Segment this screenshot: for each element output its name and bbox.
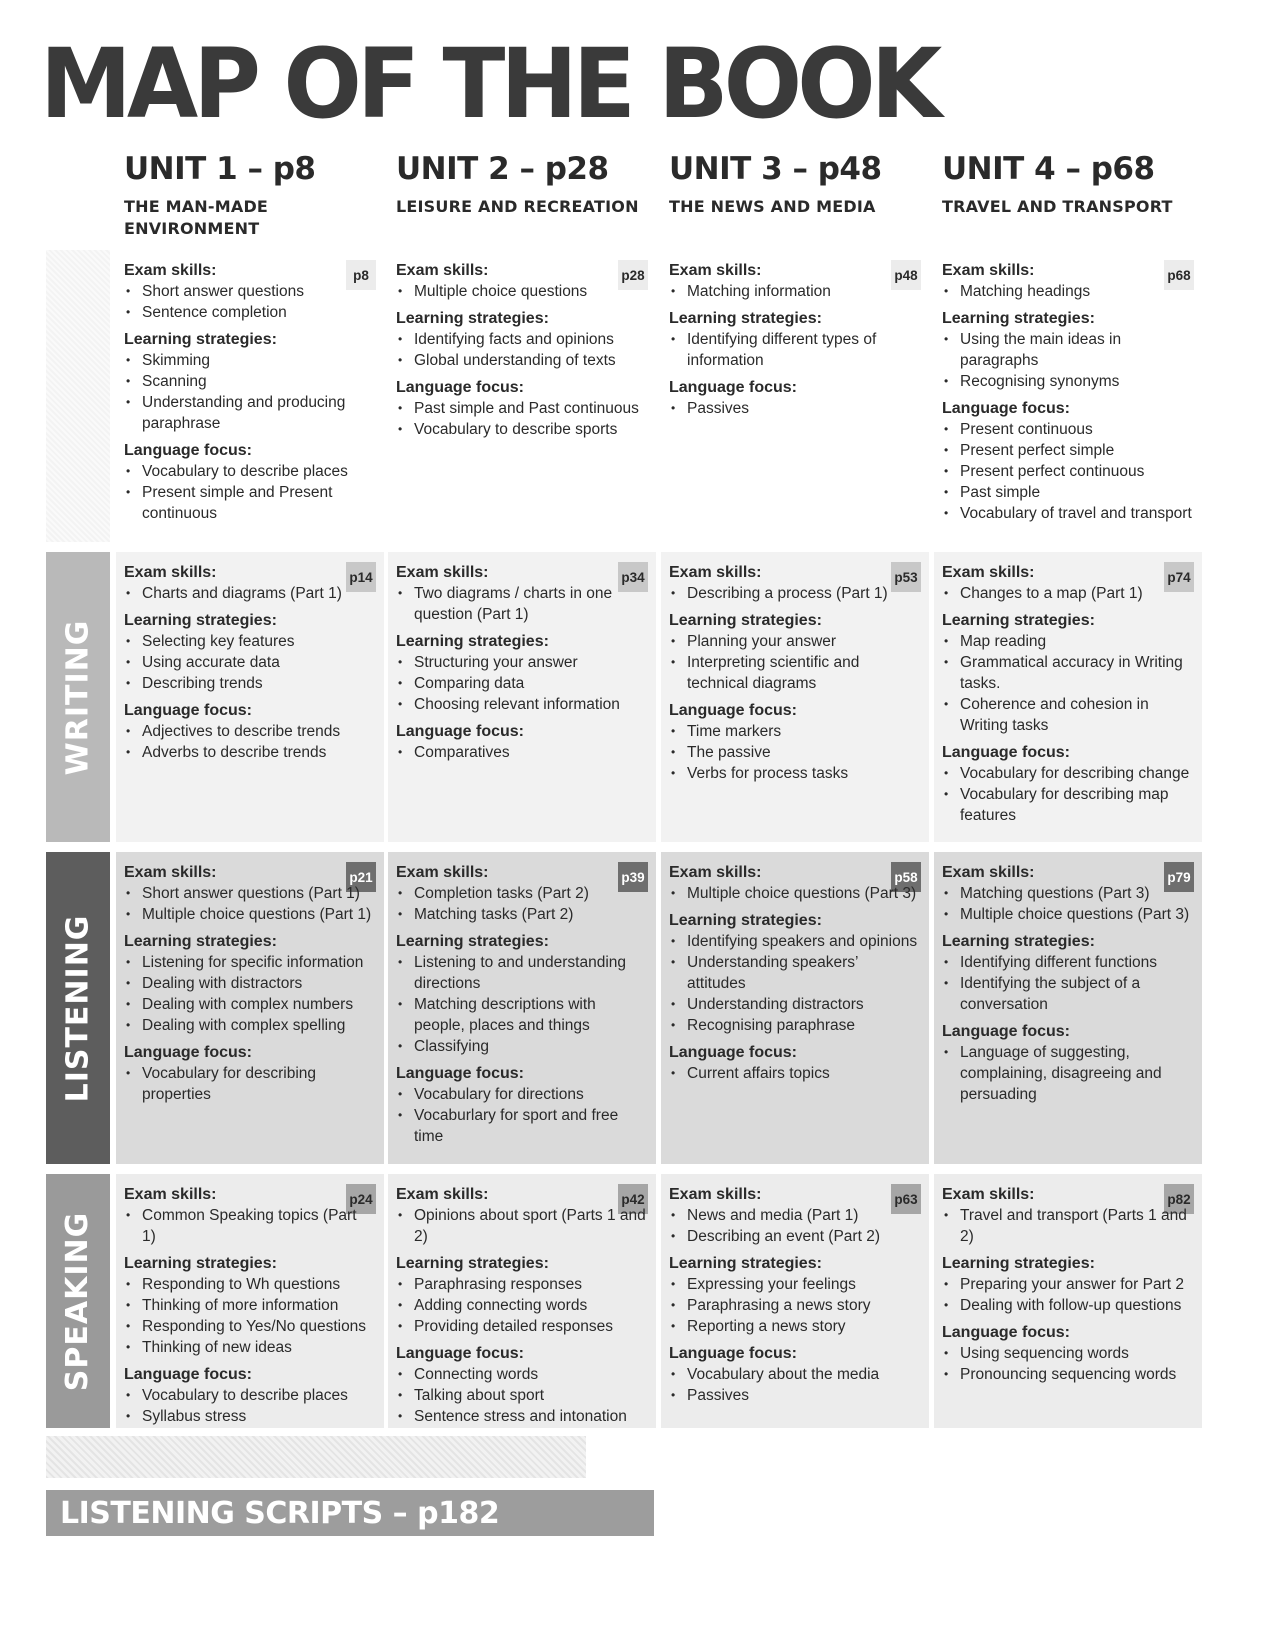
list-item: • Multiple choice questions [396, 281, 646, 302]
unit-title: UNIT 4 – p68 [942, 151, 1155, 187]
list-item: • Listening to and understanding directions [396, 952, 646, 994]
list-item: • Vocabulary to describe sports [396, 419, 646, 440]
learning-strategies-heading: Learning strategies: [396, 1255, 549, 1272]
learning-strategies-list [942, 631, 1192, 736]
exam-skills-heading: Exam skills: [669, 864, 762, 881]
language-focus-heading: Language focus: [669, 1044, 798, 1061]
list-item: • Paraphrasing a news story [669, 1295, 919, 1316]
page-title: MAP OF THE BOOK [40, 28, 938, 140]
page-reference-tag: p34 [618, 562, 648, 592]
list-item: • Dealing with distractors [124, 973, 374, 994]
list-item: • Current affairs topics [669, 1063, 919, 1084]
learning-strategies-heading: Learning strategies: [942, 933, 1095, 950]
list-item: • Vocabulary to describe places [124, 1385, 374, 1406]
list-item: • Describing trends [124, 673, 374, 694]
language-focus-heading: Language focus: [124, 442, 253, 459]
list-item: • Opinions about sport (Parts 1 and 2) [396, 1205, 646, 1247]
language-focus-list [942, 419, 1192, 524]
unit-3-cell [661, 1174, 929, 1428]
language-focus-heading: Language focus: [942, 400, 1071, 417]
exam-skills-heading: Exam skills: [396, 262, 489, 279]
list-item: • Multiple choice questions (Part 3) [942, 904, 1192, 925]
page-reference-tag: p68 [1164, 260, 1194, 290]
unit-4-cell [934, 552, 1202, 842]
list-item: • Skimming [124, 350, 374, 371]
unit-1-cell [116, 1174, 384, 1428]
list-item: • Two diagrams / charts in one question (Part 1) [396, 583, 646, 625]
unit-title: UNIT 2 – p28 [396, 151, 609, 187]
list-item: • Sentence stress and intonation [396, 1406, 646, 1427]
section-label-text: SPEAKING [60, 1211, 96, 1391]
list-item: • Recognising synonyms [942, 371, 1192, 392]
page-reference-tag: p42 [618, 1184, 648, 1214]
listening-scripts-label: LISTENING SCRIPTS – p182 [60, 1495, 500, 1531]
list-item: • The passive [669, 742, 919, 763]
page-reference-tag: p8 [346, 260, 376, 290]
learning-strategies-list [669, 931, 919, 1036]
language-focus-heading: Language focus: [396, 1345, 525, 1362]
list-item: • Listening for specific information [124, 952, 374, 973]
exam-skills-list [396, 583, 646, 625]
learning-strategies-heading: Learning strategies: [669, 912, 822, 929]
learning-strategies-heading: Learning strategies: [669, 310, 822, 327]
row-reading [46, 250, 1246, 542]
exam-skills-heading: Exam skills: [124, 262, 217, 279]
row-listening [46, 852, 1246, 1164]
learning-strategies-list [669, 329, 919, 371]
list-item: • Time markers [669, 721, 919, 742]
exam-skills-list [942, 883, 1192, 925]
learning-strategies-heading: Learning strategies: [942, 310, 1095, 327]
list-item: • Planning your answer [669, 631, 919, 652]
list-item: • Adjectives to describe trends [124, 721, 374, 742]
list-item: • Vocabulary for describing map features [942, 784, 1192, 826]
learning-strategies-heading: Learning strategies: [669, 612, 822, 629]
list-item: • Providing detailed responses [396, 1316, 646, 1337]
exam-skills-heading: Exam skills: [942, 262, 1035, 279]
list-item: • News and media (Part 1) [669, 1205, 919, 1226]
language-focus-heading: Language focus: [124, 702, 253, 719]
unit-3-cell [661, 852, 929, 1164]
list-item: • Choosing relevant information [396, 694, 646, 715]
list-item: • Describing a process (Part 1) [669, 583, 919, 604]
list-item: • Interpreting scientific and technical diagrams [669, 652, 919, 694]
page-reference-tag: p21 [346, 862, 376, 892]
page-reference-tag: p63 [891, 1184, 921, 1214]
list-item: • Thinking of more information [124, 1295, 374, 1316]
section-label [46, 250, 110, 542]
list-item: • Vocabulary about the media [669, 1364, 919, 1385]
unit-1-cell [116, 852, 384, 1164]
language-focus-heading: Language focus: [124, 1044, 253, 1061]
list-item: • Expressing your feelings [669, 1274, 919, 1295]
language-focus-heading: Language focus: [942, 1023, 1071, 1040]
learning-strategies-heading: Learning strategies: [396, 310, 549, 327]
decorative-texture-strip [46, 1436, 586, 1478]
exam-skills-heading: Exam skills: [396, 864, 489, 881]
page-reference-tag: p58 [891, 862, 921, 892]
exam-skills-list [669, 583, 919, 604]
list-item: • Completion tasks (Part 2) [396, 883, 646, 904]
list-item: • Scanning [124, 371, 374, 392]
list-item: • Vocabulary for describing change [942, 763, 1192, 784]
list-item: • Changes to a map (Part 1) [942, 583, 1192, 604]
language-focus-list [942, 763, 1192, 826]
unit-3-cell [661, 552, 929, 842]
list-item: • Responding to Yes/No questions [124, 1316, 374, 1337]
learning-strategies-list [124, 952, 374, 1036]
list-item: • Identifying different types of information [669, 329, 919, 371]
list-item: • Preparing your answer for Part 2 [942, 1274, 1192, 1295]
list-item: • Sentence completion [124, 302, 374, 323]
language-focus-heading: Language focus: [669, 379, 798, 396]
language-focus-heading: Language focus: [942, 744, 1071, 761]
list-item: • Classifying [396, 1036, 646, 1057]
list-item: • Thinking of new ideas [124, 1337, 374, 1358]
list-item: • Using accurate data [124, 652, 374, 673]
unit-title: UNIT 1 – p8 [124, 151, 316, 187]
list-item: • Short answer questions [124, 281, 374, 302]
list-item: • Past simple [942, 482, 1192, 503]
section-label [46, 552, 110, 842]
learning-strategies-list [669, 1274, 919, 1337]
unit-2-cell [388, 250, 656, 542]
language-focus-list [124, 461, 374, 524]
list-item: • Travel and transport (Parts 1 and 2) [942, 1205, 1192, 1247]
exam-skills-heading: Exam skills: [942, 864, 1035, 881]
list-item: • Common Speaking topics (Part 1) [124, 1205, 374, 1247]
list-item: • Using sequencing words [942, 1343, 1192, 1364]
list-item: • Structuring your answer [396, 652, 646, 673]
list-item: • Map reading [942, 631, 1192, 652]
list-item: • Identifying the subject of a conversation [942, 973, 1192, 1015]
learning-strategies-heading: Learning strategies: [669, 1255, 822, 1272]
list-item: • Paraphrasing responses [396, 1274, 646, 1295]
learning-strategies-heading: Learning strategies: [124, 612, 277, 629]
page-reference-tag: p74 [1164, 562, 1194, 592]
unit-header-3 [669, 152, 939, 218]
list-item: • Present perfect simple [942, 440, 1192, 461]
language-focus-list [396, 742, 646, 763]
page-reference-tag: p79 [1164, 862, 1194, 892]
page-reference-tag: p82 [1164, 1184, 1194, 1214]
row-writing [46, 552, 1246, 842]
exam-skills-heading: Exam skills: [396, 564, 489, 581]
learning-strategies-list [124, 350, 374, 434]
list-item: • Vocabulary of travel and transport [942, 503, 1192, 524]
language-focus-heading: Language focus: [396, 379, 525, 396]
list-item: • Matching questions (Part 3) [942, 883, 1192, 904]
list-item: • Present perfect continuous [942, 461, 1192, 482]
language-focus-list [942, 1042, 1192, 1105]
list-item: • Coherence and cohesion in Writing tasks [942, 694, 1192, 736]
list-item: • Charts and diagrams (Part 1) [124, 583, 374, 604]
unit-2-cell [388, 852, 656, 1164]
page-reference-tag: p39 [618, 862, 648, 892]
list-item: • Identifying different functions [942, 952, 1192, 973]
unit-4-cell [934, 1174, 1202, 1428]
exam-skills-list [942, 583, 1192, 604]
list-item: • Matching descriptions with people, places and things [396, 994, 646, 1036]
language-focus-heading: Language focus: [124, 1366, 253, 1383]
unit-3-cell [661, 250, 929, 542]
learning-strategies-list [124, 1274, 374, 1358]
list-item: • Grammatical accuracy in Writing tasks. [942, 652, 1192, 694]
page-reference-tag: p53 [891, 562, 921, 592]
list-item: • Using the main ideas in paragraphs [942, 329, 1192, 371]
exam-skills-list [942, 281, 1192, 302]
listening-scripts-bar [46, 1490, 654, 1536]
learning-strategies-list [942, 329, 1192, 392]
learning-strategies-list [396, 1274, 646, 1337]
learning-strategies-heading: Learning strategies: [124, 331, 277, 348]
list-item: • Vocabulary for directions [396, 1084, 646, 1105]
list-item: • Matching headings [942, 281, 1192, 302]
exam-skills-list [669, 883, 919, 904]
list-item: • Comparatives [396, 742, 646, 763]
unit-subtitle: THE NEWS AND MEDIA [669, 197, 876, 217]
language-focus-list [396, 1084, 646, 1147]
exam-skills-list [396, 1205, 646, 1247]
section-label-text: WRITING [60, 619, 96, 775]
learning-strategies-list [396, 329, 646, 371]
language-focus-list [124, 1063, 374, 1105]
unit-2-cell [388, 1174, 656, 1428]
list-item: • Describing an event (Part 2) [669, 1226, 919, 1247]
unit-header-4 [942, 152, 1212, 218]
unit-4-cell [934, 852, 1202, 1164]
exam-skills-list [124, 281, 374, 323]
list-item: • Present simple and Present continuous [124, 482, 374, 524]
learning-strategies-heading: Learning strategies: [124, 1255, 277, 1272]
unit-subtitle: TRAVEL AND TRANSPORT [942, 197, 1173, 217]
row-speaking [46, 1174, 1246, 1428]
learning-strategies-heading: Learning strategies: [942, 1255, 1095, 1272]
language-focus-list [669, 398, 919, 419]
exam-skills-list [124, 883, 374, 925]
list-item: • Talking about sport [396, 1385, 646, 1406]
list-item: • Adverbs to describe trends [124, 742, 374, 763]
list-item: • Dealing with complex spelling [124, 1015, 374, 1036]
list-item: • Matching tasks (Part 2) [396, 904, 646, 925]
list-item: • Passives [669, 1385, 919, 1406]
language-focus-list [396, 398, 646, 440]
list-item: • Understanding distractors [669, 994, 919, 1015]
list-item: • Passives [669, 398, 919, 419]
list-item: • Present continuous [942, 419, 1192, 440]
list-item: • Verbs for process tasks [669, 763, 919, 784]
learning-strategies-heading: Learning strategies: [124, 933, 277, 950]
unit-4-cell [934, 250, 1202, 542]
list-item: • Syllabus stress [124, 1406, 374, 1427]
learning-strategies-heading: Learning strategies: [396, 633, 549, 650]
unit-subtitle: THE MAN-MADE ENVIRONMENT [124, 197, 269, 239]
language-focus-list [396, 1364, 646, 1427]
language-focus-heading: Language focus: [942, 1324, 1071, 1341]
exam-skills-heading: Exam skills: [124, 1186, 217, 1203]
page-reference-tag: p28 [618, 260, 648, 290]
unit-1-cell [116, 552, 384, 842]
list-item: • Multiple choice questions (Part 3) [669, 883, 919, 904]
language-focus-heading: Language focus: [396, 1065, 525, 1082]
list-item: • Short answer questions (Part 1) [124, 883, 374, 904]
learning-strategies-list [942, 952, 1192, 1015]
learning-strategies-list [942, 1274, 1192, 1316]
list-item: • Language of suggesting, complaining, disagreeing and persuading [942, 1042, 1192, 1105]
learning-strategies-list [669, 631, 919, 694]
learning-strategies-list [124, 631, 374, 694]
unit-subtitle: LEISURE AND RECREATION [396, 197, 639, 217]
learning-strategies-list [396, 652, 646, 715]
list-item: • Global understanding of texts [396, 350, 646, 371]
unit-header-1 [124, 152, 394, 240]
list-item: • Identifying speakers and opinions [669, 931, 919, 952]
language-focus-list [124, 1385, 374, 1427]
page-reference-tag: p24 [346, 1184, 376, 1214]
learning-strategies-list [396, 952, 646, 1057]
list-item: • Recognising paraphrase [669, 1015, 919, 1036]
unit-1-cell [116, 250, 384, 542]
language-focus-heading: Language focus: [669, 702, 798, 719]
page-reference-tag: p14 [346, 562, 376, 592]
exam-skills-list [396, 883, 646, 925]
list-item: • Comparing data [396, 673, 646, 694]
exam-skills-list [669, 1205, 919, 1247]
exam-skills-list [124, 1205, 374, 1247]
list-item: • Understanding and producing paraphrase [124, 392, 374, 434]
exam-skills-heading: Exam skills: [396, 1186, 489, 1203]
list-item: • Pronouncing sequencing words [942, 1364, 1192, 1385]
section-label [46, 852, 110, 1164]
list-item: • Multiple choice questions (Part 1) [124, 904, 374, 925]
list-item: • Reporting a news story [669, 1316, 919, 1337]
page-reference-tag: p48 [891, 260, 921, 290]
language-focus-list [669, 1063, 919, 1084]
section-label-text: LISTENING [60, 914, 96, 1102]
list-item: • Understanding speakers’ attitudes [669, 952, 919, 994]
list-item: • Connecting words [396, 1364, 646, 1385]
list-item: • Vocaburlary for sport and free time [396, 1105, 646, 1147]
exam-skills-heading: Exam skills: [669, 1186, 762, 1203]
language-focus-heading: Language focus: [396, 723, 525, 740]
exam-skills-heading: Exam skills: [124, 564, 217, 581]
list-item: • Responding to Wh questions [124, 1274, 374, 1295]
language-focus-list [124, 721, 374, 763]
language-focus-list [669, 721, 919, 784]
language-focus-heading: Language focus: [669, 1345, 798, 1362]
list-item: • Selecting key features [124, 631, 374, 652]
list-item: • Vocabulary for describing properties [124, 1063, 374, 1105]
unit-header-2 [396, 152, 666, 218]
list-item: • Dealing with follow-up questions [942, 1295, 1192, 1316]
exam-skills-heading: Exam skills: [669, 262, 762, 279]
exam-skills-list [669, 281, 919, 302]
language-focus-list [669, 1364, 919, 1406]
exam-skills-heading: Exam skills: [942, 1186, 1035, 1203]
exam-skills-list [124, 583, 374, 604]
list-item: • Dealing with complex numbers [124, 994, 374, 1015]
exam-skills-list [396, 281, 646, 302]
list-item: • Matching information [669, 281, 919, 302]
unit-2-cell [388, 552, 656, 842]
learning-strategies-heading: Learning strategies: [396, 933, 549, 950]
exam-skills-heading: Exam skills: [124, 864, 217, 881]
list-item: • Identifying facts and opinions [396, 329, 646, 350]
exam-skills-list [942, 1205, 1192, 1247]
list-item: • Adding connecting words [396, 1295, 646, 1316]
language-focus-list [942, 1343, 1192, 1385]
unit-title: UNIT 3 – p48 [669, 151, 882, 187]
learning-strategies-heading: Learning strategies: [942, 612, 1095, 629]
exam-skills-heading: Exam skills: [669, 564, 762, 581]
section-label [46, 1174, 110, 1428]
list-item: • Past simple and Past continuous [396, 398, 646, 419]
exam-skills-heading: Exam skills: [942, 564, 1035, 581]
list-item: • Vocabulary to describe places [124, 461, 374, 482]
